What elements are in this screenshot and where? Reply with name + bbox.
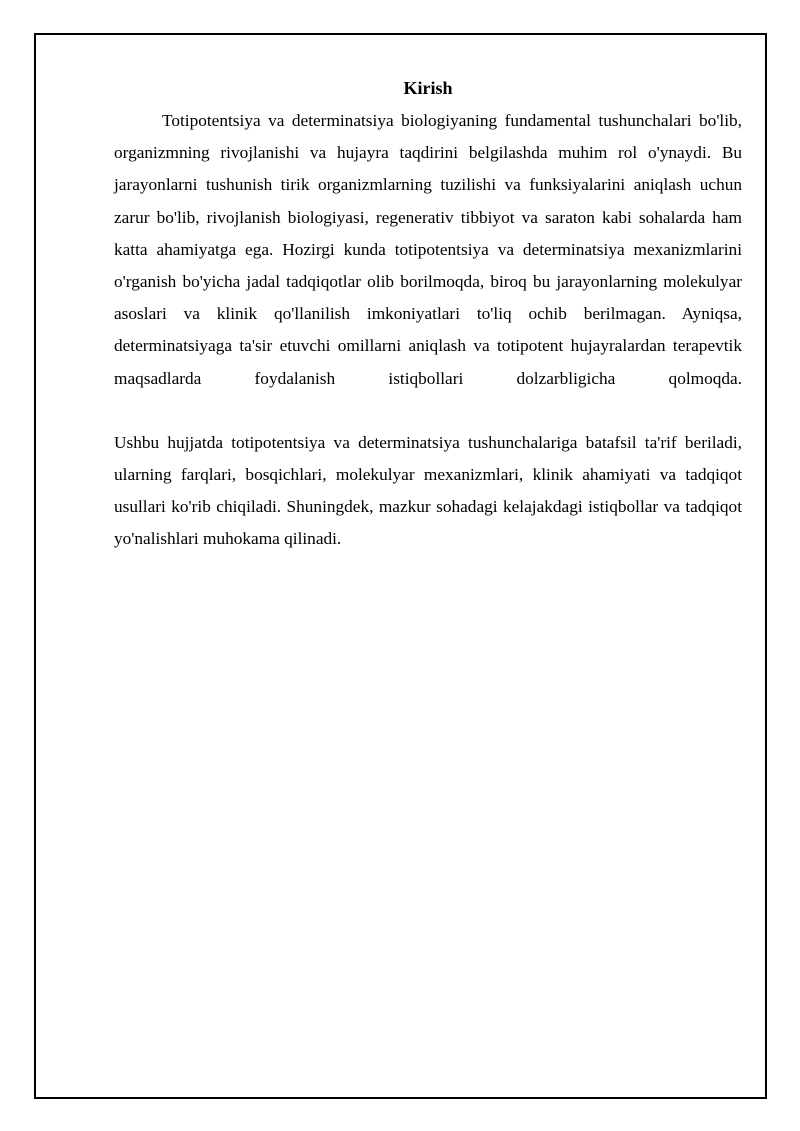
section-heading: Kirish: [403, 78, 453, 98]
document-body: [114, 74, 742, 556]
intro-paragraph-2: Ushbu hujjatda totipotentsiya va determinatsiya tushunchalariga batafsil ta'rif beriladi, ularning farqlari, bosqichlari, molekulyar mexanizmlari, klinik ahamiyati va tadqiqot usullari ko'rib chiqiladi. Shuningdek, mazkur sohadagi kelajakdagi istiqbollar va tadqiqot yo'nalishlari muhokama qilinadi.: [114, 432, 742, 549]
intro-paragraph-1: Totipotentsiya va determinatsiya biologiyaning fundamental tushunchalari bo'lib, organizmning rivojlanishi va hujayra taqdirini belgilashda muhim rol o'ynaydi. Bu jarayonlarni tushunish tirik organizmlarning tuzilishi va funksiyalarini aniqlash uchun zarur bo'lib, rivojlanish biologiyasi, regenerativ tibbiyot va saraton kabi sohalarda ham katta ahamiyatga ega. Hozirgi kunda totipotentsiya va determinatsiya mexanizmlarini o'rganish bo'yicha jadal tadqiqotlar olib borilmoqda, biroq bu jarayonlarning molekulyar asoslari va klinik qo'llanilish imkoniyatlari to'liq ochib berilmagan. Ayniqsa, determinatsiyaga ta'sir etuvchi omillarni aniqlash va totipotent hujayralardan terapevtik maqsadlarda foydalanish istiqbollari dolzarbligicha qolmoqda.: [114, 111, 742, 388]
